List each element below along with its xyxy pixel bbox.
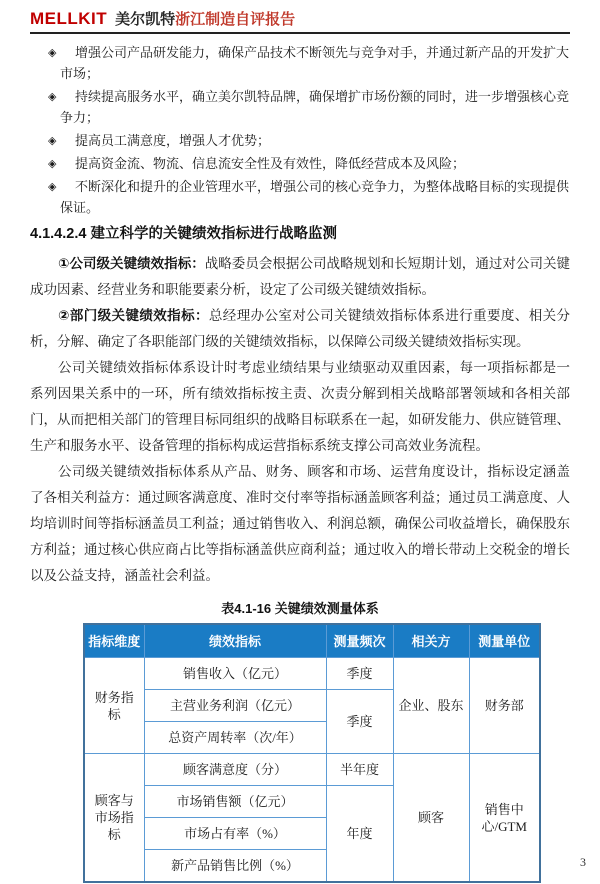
diamond-bullet-icon: ◈ bbox=[48, 134, 57, 147]
list-item-text: 提高资金流、物流、信息流安全性及有效性，降低经营成本及风险； bbox=[75, 156, 466, 171]
running-header bbox=[30, 8, 570, 34]
diamond-bullet-icon: ◈ bbox=[48, 180, 57, 193]
paragraph-department-kpi bbox=[30, 303, 570, 355]
paragraph-text: 战略委员会根据公司战略规划和长短期计划，通过对公司关键成功因素、经营业务和职能要素分析，设定了公司级关键绩效指标。 bbox=[30, 256, 570, 297]
list-item bbox=[30, 42, 570, 84]
brand-logo-text: MELLKIT bbox=[30, 9, 108, 28]
col-header-frequency: 测量频次 bbox=[326, 624, 393, 658]
cell-indicator: 主营业务利润（亿元） bbox=[144, 690, 326, 722]
kpi-measurement-table bbox=[83, 623, 541, 883]
diamond-bullet-icon: ◈ bbox=[48, 90, 57, 103]
paragraph-text: 总经理办公室对公司关键绩效指标体系进行重要度、相关分析，分解、确定了各职能部门级的关键绩效指标，以保障公司级关键绩效指标实现。 bbox=[30, 308, 571, 349]
paragraph-stakeholders: 公司级关键绩效指标体系从产品、财务、顾客和市场、运营角度设计，指标设定涵盖了各相关利益方：通过顾客满意度、准时交付率等指标涵盖顾客利益；通过员工满意度、人均培训时间等指标涵盖员工利益；通过销售收入、利润总额，确保公司收益增长，确保股东方利益；通过核心供应商占比等指标涵盖供应商利益；通过收入的增长带动上交税金的增长以及公益支持，涵盖社会利益。 bbox=[30, 464, 570, 583]
list-item-text: 不断深化和提升的企业管理水平，增强公司的核心竞争力，为整体战略目标的实现提供保证。 bbox=[60, 179, 570, 215]
table-header-row bbox=[84, 624, 540, 658]
diamond-bullet-icon: ◈ bbox=[48, 46, 57, 59]
table-row bbox=[84, 754, 540, 786]
table-caption: 表4.1-16 关键绩效测量体系 bbox=[221, 601, 379, 616]
report-title: 浙江制造自评报告 bbox=[175, 12, 296, 28]
list-item bbox=[30, 176, 570, 218]
paragraph-company-kpi bbox=[30, 251, 570, 303]
list-item-text: 提高员工满意度，增强人才优势； bbox=[75, 133, 271, 148]
table-row bbox=[84, 658, 540, 690]
col-header-stakeholder: 相关方 bbox=[393, 624, 469, 658]
cell-stakeholder: 企业、股东 bbox=[393, 658, 469, 754]
cell-frequency: 季度 bbox=[326, 658, 393, 690]
col-header-dimension: 指标维度 bbox=[84, 624, 144, 658]
cell-unit: 财务部 bbox=[469, 658, 540, 754]
cell-indicator: 市场销售额（亿元） bbox=[144, 786, 326, 818]
list-item-text: 增强公司产品研发能力，确保产品技术不断领先与竞争对手，并通过新产品的开发扩大市场； bbox=[60, 45, 570, 81]
page-number: 3 bbox=[580, 855, 586, 869]
col-header-indicator: 绩效指标 bbox=[144, 624, 326, 658]
cell-frequency: 半年度 bbox=[326, 754, 393, 786]
list-item-text: 持续提高服务水平，确立美尔凯特品牌，确保增扩市场份额的同时，进一步增强核心竞争力； bbox=[60, 89, 570, 125]
brand-chinese-name: 美尔凯特 bbox=[115, 12, 176, 28]
cell-stakeholder: 顾客 bbox=[393, 754, 469, 883]
cell-frequency: 年度 bbox=[326, 786, 393, 883]
paragraph-label: ②部门级关键绩效指标： bbox=[58, 308, 209, 323]
strategy-goal-list bbox=[30, 42, 570, 218]
list-item bbox=[30, 130, 570, 151]
paragraph-label: ①公司级关键绩效指标： bbox=[58, 256, 205, 271]
cell-indicator: 新产品销售比例（%） bbox=[144, 850, 326, 883]
cell-dimension: 财务指标 bbox=[84, 658, 144, 754]
section-heading: 4.1.4.2.4 建立科学的关键绩效指标进行战略监测 bbox=[30, 226, 337, 242]
cell-indicator: 顾客满意度（分） bbox=[144, 754, 326, 786]
cell-unit: 销售中心/GTM bbox=[469, 754, 540, 883]
cell-indicator: 总资产周转率（次/年） bbox=[144, 722, 326, 754]
col-header-unit: 测量单位 bbox=[469, 624, 540, 658]
paragraph-kpi-design: 公司关键绩效指标体系设计时考虑业绩结果与业绩驱动双重因素，每一项指标都是一系列因果关系中的一环，所有绩效指标按主责、次责分解到相关战略部署领域和各相关部门，从而把相关部门的管理目标同组织的战略目标联系在一起，如研发能力、供应链管理、生产和服务水平、设备管理的指标构成运营指标系统支撑公司高效业务流程。 bbox=[30, 360, 570, 453]
diamond-bullet-icon: ◈ bbox=[48, 157, 57, 170]
cell-frequency: 季度 bbox=[326, 690, 393, 754]
cell-indicator: 市场占有率（%） bbox=[144, 818, 326, 850]
list-item bbox=[30, 86, 570, 128]
cell-indicator: 销售收入（亿元） bbox=[144, 658, 326, 690]
list-item bbox=[30, 153, 570, 174]
cell-dimension: 顾客与市场指标 bbox=[84, 754, 144, 883]
